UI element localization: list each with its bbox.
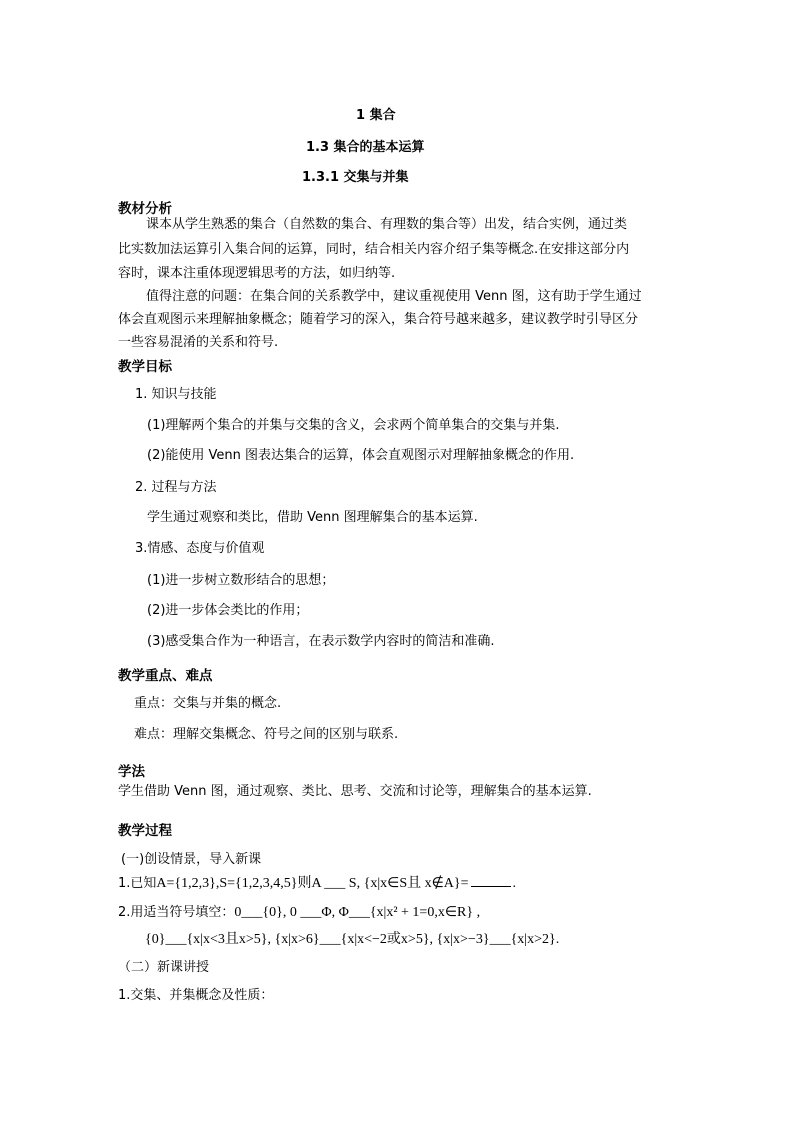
material-paragraph-2-line-3: 一些容易混淆的关系和符号. [118, 335, 279, 350]
key-difficult: 难点：理解交集概念、符号之间的区别与联系. [134, 727, 399, 742]
question-2-math: 0___{0}, 0 ___Φ, Φ___{x|x² + 1=0,x∈R} , [234, 905, 481, 920]
subsection-title: 1.3.1 交集与并集 [302, 170, 409, 185]
process-heading: 教学过程 [118, 823, 172, 839]
key-heading: 教学重点、难点 [118, 668, 213, 684]
goal-1: 1. 知识与技能 [135, 387, 217, 402]
question-1-answer-blank[interactable] [471, 874, 511, 887]
method-heading: 学法 [118, 764, 145, 780]
question-1-math: A={1,2,3},S={1,2,3,4,5}则A ___ S, {x|x∈S且 x∉A}= [156, 876, 469, 891]
material-paragraph-1-line-2: 比实数加法运算引入集合间的运算，同时，结合相关内容介绍子集等概念.在安排这部分内 [118, 242, 630, 257]
material-heading: 教材分析 [118, 201, 172, 217]
section-title: 1.3 集合的基本运算 [306, 140, 425, 155]
question-1: 1.已知A={1,2,3},S={1,2,3,4,5}则A ___ S, {x|x∈S且 x∉A}= . [118, 876, 517, 891]
process-step-2: （二）新课讲授 [118, 960, 210, 975]
goal-2: 2. 过程与方法 [135, 480, 217, 495]
material-paragraph-2-line-2: 体会直观图示来理解抽象概念；随着学习的深入，集合符号越来越多，建议教学时引导区分 [118, 312, 639, 327]
material-paragraph-1-line-1: 课本从学生熟悉的集合（自然数的集合、有理数的集合等）出发，结合实例，通过类 [146, 217, 628, 232]
goal-1a: (1)理解两个集合的并集与交集的含义，会求两个简单集合的交集与并集. [147, 418, 560, 433]
question-2 [118, 905, 480, 921]
question-1-prefix: 1.已知 [118, 876, 157, 891]
chapter-title: 1 集合 [356, 108, 396, 123]
goals-heading: 教学目标 [118, 359, 172, 375]
material-paragraph-2-line-1: 值得注意的问题：在集合间的关系教学中，建议重视使用 Venn 图，这有助于学生通过 [146, 289, 642, 304]
material-paragraph-1-line-3: 容时，课本注重体现逻辑思考的方法，如归纳等. [118, 266, 396, 281]
goal-3b: (2)进一步体会类比的作用； [147, 603, 309, 618]
goal-1b: (2)能使用 Venn 图表达集合的运算，体会直观图示对理解抽象概念的作用. [147, 448, 575, 463]
process-step-1: (一)创设情景，导入新课 [121, 852, 262, 867]
process-item-1: 1.交集、并集概念及性质： [118, 988, 274, 1003]
question-2-line-2: {0}___{x|x<3且x>5}, {x|x>6}___{x|x<−2或x>5}, {x|x>−3}___{x|x>2}. [145, 932, 560, 947]
goal-3: 3.情感、态度与价值观 [135, 541, 265, 556]
method-text: 学生借助 Venn 图，通过观察、类比、思考、交流和讨论等，理解集合的基本运算. [118, 784, 592, 799]
question-2-prefix: 2.用适当符号填空： [118, 905, 235, 920]
goal-2a: 学生通过观察和类比，借助 Venn 图理解集合的基本运算. [147, 510, 478, 525]
goal-3c: (3)感受集合作为一种语言，在表示数学内容时的简洁和准确. [147, 634, 495, 649]
goal-3a: (1)进一步树立数形结合的思想； [147, 573, 335, 588]
key-important: 重点：交集与并集的概念. [134, 696, 282, 711]
